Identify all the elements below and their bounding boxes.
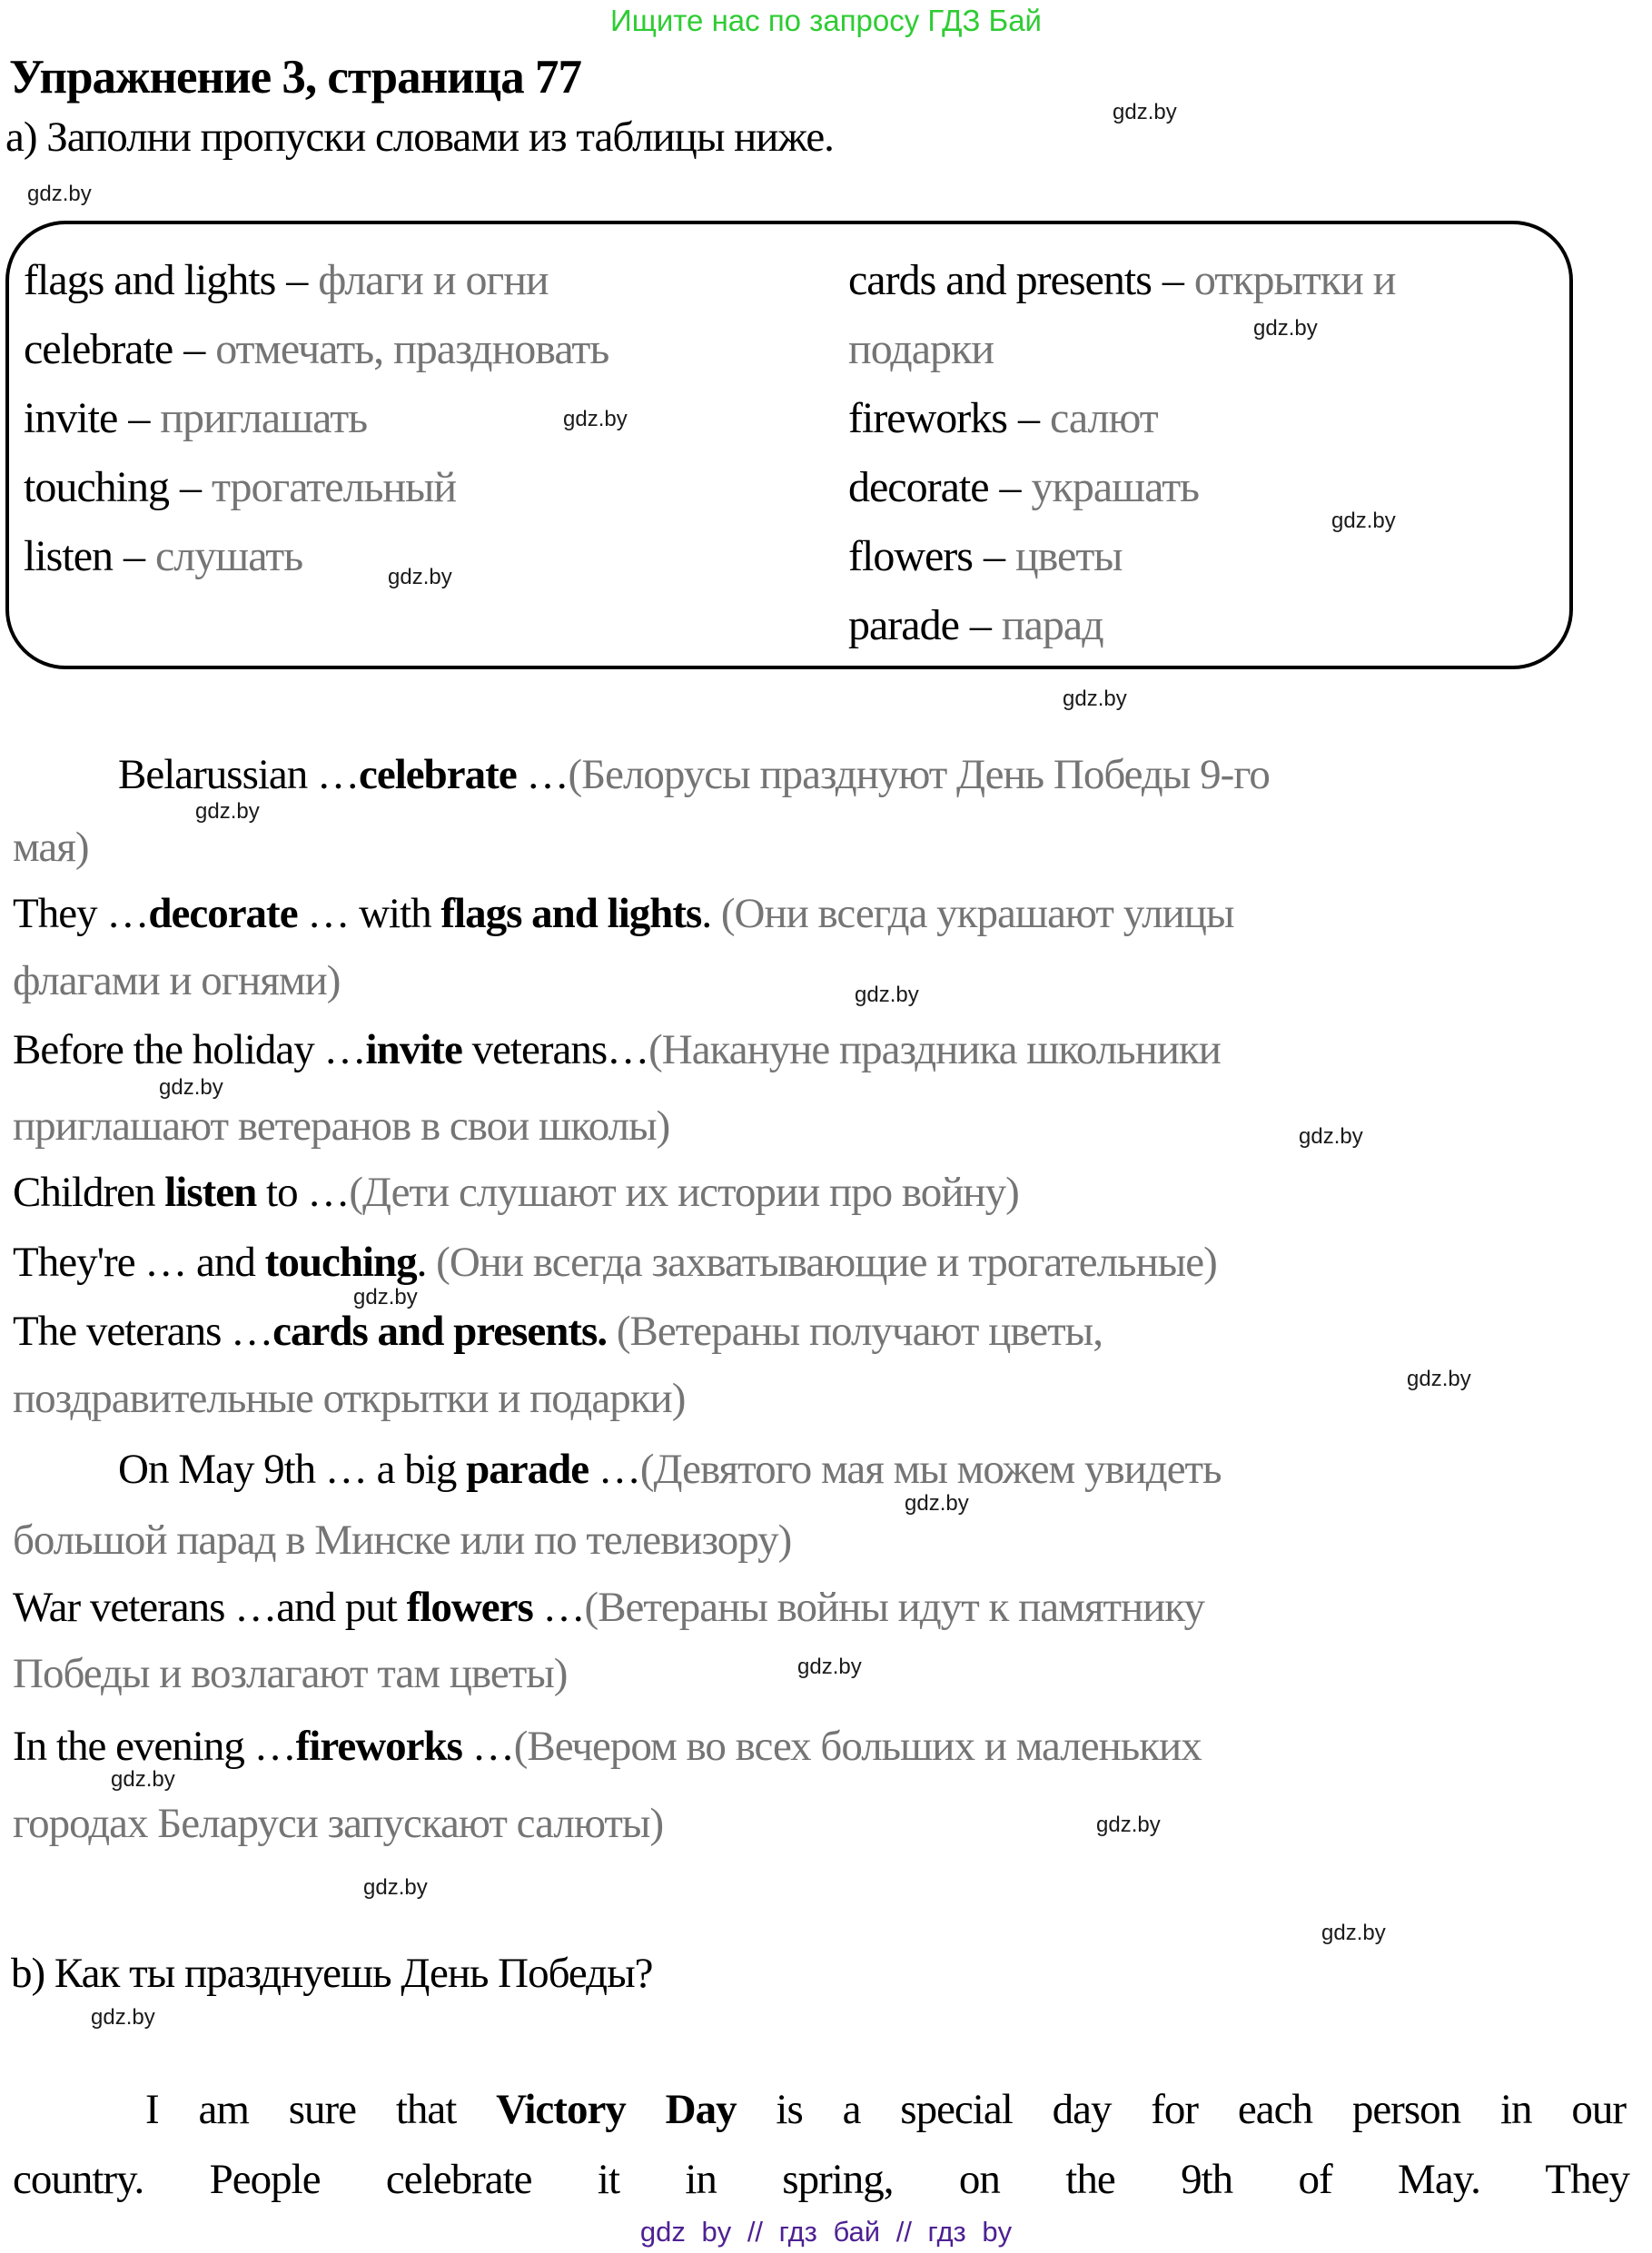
text-segment: Belarussian …	[118, 751, 360, 798]
vocab-row	[24, 453, 823, 522]
text-segment: listen	[164, 1169, 257, 1216]
sentence-line	[118, 1444, 1222, 1495]
gdz-watermark: gdz.by	[1113, 100, 1177, 124]
sentence-line	[13, 1306, 1103, 1357]
vocab-dash: –	[969, 601, 991, 649]
text-segment: (Вечером во всех больших и маленьких	[513, 1723, 1202, 1770]
text-segment: приглашают ветеранов в свои школы)	[13, 1102, 670, 1150]
gdz-watermark: gdz.by	[1299, 1124, 1363, 1149]
gdz-watermark: gdz.by	[111, 1767, 175, 1792]
text-segment: flags and lights	[440, 890, 702, 937]
gdz-watermark: gdz.by	[363, 1875, 428, 1900]
text-segment: .	[416, 1239, 437, 1286]
text-segment: In the evening …	[13, 1723, 296, 1770]
vocab-row	[848, 591, 1538, 660]
text-segment: veterans…	[461, 1026, 649, 1073]
vocab-en: celebrate	[24, 325, 173, 373]
sentence-line	[13, 1721, 1202, 1772]
sentence-line	[118, 749, 1270, 800]
gdz-watermark: gdz.by	[563, 407, 628, 431]
gdz-watermark: gdz.by	[27, 182, 92, 206]
text-segment: …	[589, 1446, 640, 1493]
text-segment: to …	[256, 1169, 350, 1216]
text-segment	[607, 1308, 617, 1355]
sentence-line	[13, 1515, 791, 1566]
vocab-row	[848, 453, 1538, 522]
text-segment: On May 9th … a big	[118, 1446, 467, 1493]
vocab-ru: приглашать	[160, 394, 368, 442]
sentence-line	[13, 1024, 1221, 1075]
gdz-watermark: gdz.by	[1321, 1921, 1386, 1945]
sentence-line	[13, 1648, 567, 1699]
sentence-line	[13, 955, 340, 1006]
promo-banner: Ищите нас по запросу ГДЗ Бай	[610, 4, 1042, 37]
vocab-dash: –	[286, 256, 308, 304]
text-segment: городах Беларуси запускают салюты)	[13, 1800, 664, 1847]
vocab-dash: –	[128, 394, 150, 442]
vocab-row	[848, 522, 1538, 591]
text-segment: Победы и возлагают там цветы)	[13, 1650, 568, 1697]
vocab-ru: флаги и огни	[318, 256, 549, 304]
vocab-en: touching	[24, 463, 169, 511]
sentence-line	[13, 2154, 1629, 2205]
vocab-dash: –	[999, 463, 1021, 511]
vocab-box	[5, 221, 1573, 669]
text-segment: .	[701, 890, 721, 937]
text-segment: (Накануне праздника школьники	[648, 1026, 1221, 1073]
vocab-dash: –	[179, 463, 201, 511]
vocab-en: listen	[24, 532, 113, 580]
vocab-en: flags and lights	[24, 256, 276, 304]
vocab-row	[848, 384, 1538, 453]
gdz-watermark: gdz.by	[905, 1491, 969, 1516]
vocab-en: invite	[24, 394, 118, 442]
vocab-en: decorate	[848, 463, 989, 511]
text-segment: большой парад в Минске или по телевизору)	[13, 1517, 792, 1564]
vocab-ru: парад	[1001, 601, 1103, 649]
text-segment: (Они всегда захватывающие и трогательные)	[436, 1239, 1217, 1286]
vocab-en: fireworks	[848, 394, 1007, 442]
text-segment: is a special day for each person in our	[736, 2086, 1626, 2133]
text-segment: They're … and	[13, 1239, 265, 1286]
text-segment: They …	[13, 890, 149, 937]
gdz-watermark: gdz.by	[1063, 687, 1127, 711]
sentence-line	[13, 822, 89, 873]
text-segment: country. People celebrate it in spring, on the 9th of May. They	[13, 2156, 1629, 2203]
vocab-dash: –	[124, 532, 144, 580]
text-segment: …	[461, 1723, 514, 1770]
text-segment: (Ветераны получают цветы,	[616, 1308, 1103, 1355]
sentence-line	[145, 2084, 1626, 2135]
text-segment: … with	[297, 890, 441, 937]
gdz-watermark: gdz.by	[388, 565, 452, 589]
text-segment: (Дети слушают их истории про войну)	[349, 1169, 1019, 1216]
sentence-line	[13, 1167, 1019, 1218]
text-segment: (Они всегда украшают улицы	[720, 890, 1234, 937]
task-a-heading: а) Заполни пропуски словами из таблицы ниже.	[5, 114, 834, 161]
gdz-watermark: gdz.by	[1407, 1367, 1471, 1391]
text-segment: War veterans …and put	[13, 1584, 407, 1631]
gdz-watermark: gdz.by	[159, 1075, 223, 1100]
text-segment: Victory Day	[496, 2086, 737, 2133]
text-segment: (Девятого мая мы можем увидеть	[639, 1446, 1222, 1493]
sentence-line	[13, 1237, 1217, 1288]
gdz-watermark: gdz.by	[1253, 316, 1318, 341]
vocab-ru: цветы	[1014, 532, 1123, 580]
gdz-watermark: gdz.by	[797, 1655, 862, 1679]
gdz-watermark: gdz.by	[1096, 1813, 1161, 1837]
vocab-column-left	[24, 246, 823, 591]
vocab-row	[24, 246, 823, 315]
text-segment: поздравительные открытки и подарки)	[13, 1375, 686, 1422]
text-segment: …	[532, 1584, 585, 1631]
text-segment: parade	[466, 1446, 589, 1493]
text-segment: fireworks	[295, 1723, 462, 1770]
vocab-en: parade	[848, 601, 959, 649]
text-segment: flowers	[406, 1584, 533, 1631]
text-segment: invite	[365, 1026, 462, 1073]
vocab-row	[848, 246, 1538, 384]
footer-branding: gdz by // гдз бай // гдз by	[639, 2216, 1013, 2248]
sentence-line	[13, 1798, 663, 1849]
text-segment: флагами и огнями)	[13, 957, 341, 1004]
vocab-row	[24, 315, 823, 384]
text-segment: …	[516, 751, 569, 798]
gdz-watermark: gdz.by	[195, 799, 260, 824]
vocab-ru: трогательный	[211, 463, 457, 511]
vocab-en: cards and presents	[848, 256, 1152, 304]
text-segment: decorate	[148, 890, 298, 937]
text-segment: cards and presents.	[272, 1308, 608, 1355]
text-segment: (Ветераны войны идут к памятнику	[584, 1584, 1204, 1631]
vocab-ru: слушать	[155, 532, 303, 580]
sentence-line	[13, 1373, 685, 1424]
vocab-row	[24, 384, 823, 453]
text-segment: Children	[13, 1169, 165, 1216]
sentence-line	[13, 1582, 1204, 1633]
vocab-column-right	[848, 246, 1538, 660]
text-segment: celebrate	[359, 751, 517, 798]
text-segment: (Белорусы празднуют День Победы 9-го	[568, 751, 1270, 798]
vocab-dash: –	[1017, 394, 1039, 442]
vocab-ru: салют	[1049, 394, 1158, 442]
sentence-line	[13, 888, 1233, 939]
text-segment: touching	[264, 1239, 417, 1286]
gdz-watermark: gdz.by	[353, 1285, 418, 1309]
vocab-ru: открытки и подарки	[848, 256, 1396, 373]
text-segment: Before the holiday …	[13, 1026, 366, 1073]
vocab-ru: украшать	[1031, 463, 1200, 511]
vocab-dash: –	[1162, 256, 1183, 304]
sentence-line	[13, 1101, 669, 1151]
vocab-ru: отмечать, праздновать	[215, 325, 609, 373]
text-segment: I am sure that	[145, 2086, 497, 2133]
text-segment: The veterans …	[13, 1308, 273, 1355]
task-b-heading: b) Как ты празднуешь День Победы?	[11, 1950, 653, 1997]
vocab-dash: –	[983, 532, 1004, 580]
page-title: Упражнение 3, страница 77	[9, 51, 581, 104]
gdz-watermark: gdz.by	[1331, 509, 1396, 533]
text-segment: мая)	[13, 824, 89, 871]
gdz-watermark: gdz.by	[91, 2005, 155, 2030]
vocab-dash: –	[183, 325, 205, 373]
vocab-en: flowers	[848, 532, 973, 580]
gdz-watermark: gdz.by	[855, 983, 919, 1007]
